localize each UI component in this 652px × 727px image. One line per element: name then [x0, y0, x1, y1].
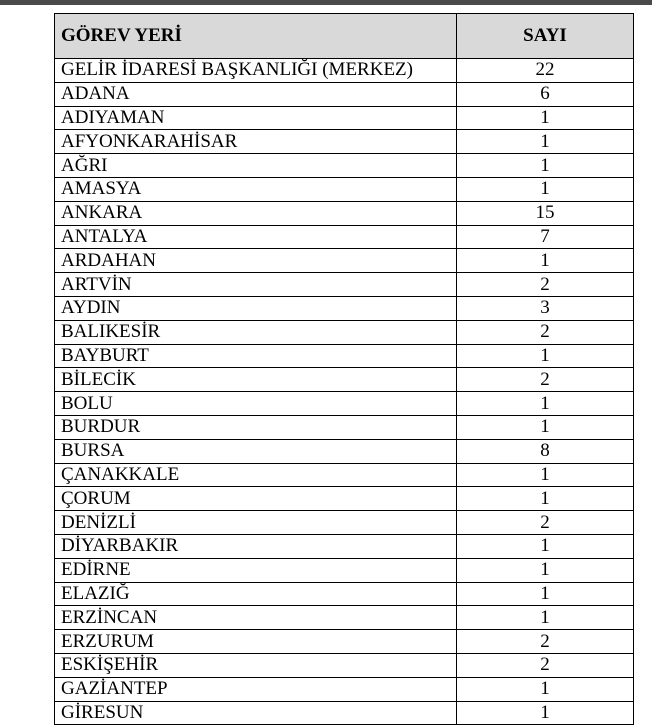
header-location: GÖREV YERİ	[55, 14, 457, 59]
table-row	[55, 677, 634, 701]
count-cell: 22	[457, 59, 634, 83]
count-cell: 1	[457, 415, 634, 439]
location-cell: GİRESUN	[55, 701, 457, 725]
count-cell: 1	[457, 392, 634, 416]
count-cell: 1	[457, 177, 634, 201]
location-cell: AYDIN	[55, 296, 457, 320]
table-row	[55, 154, 634, 178]
location-cell: DİYARBAKIR	[55, 534, 457, 558]
table-row	[55, 487, 634, 511]
table-row	[55, 130, 634, 154]
table-row	[55, 463, 634, 487]
table-row	[55, 59, 634, 83]
location-cell: ERZİNCAN	[55, 606, 457, 630]
count-cell: 2	[457, 368, 634, 392]
location-cell: ARTVİN	[55, 273, 457, 297]
location-cell: BURDUR	[55, 415, 457, 439]
table-row	[55, 273, 634, 297]
table-row	[55, 630, 634, 654]
table-row	[55, 701, 634, 725]
location-cell: EDİRNE	[55, 558, 457, 582]
personnel-table	[54, 13, 634, 725]
count-cell: 8	[457, 439, 634, 463]
table-row	[55, 106, 634, 130]
count-cell: 1	[457, 534, 634, 558]
table-row	[55, 249, 634, 273]
table-header-row	[55, 14, 634, 59]
location-cell: BAYBURT	[55, 344, 457, 368]
table-row	[55, 225, 634, 249]
location-cell: ESKİŞEHİR	[55, 653, 457, 677]
count-cell: 3	[457, 296, 634, 320]
location-cell: ANTALYA	[55, 225, 457, 249]
count-cell: 6	[457, 82, 634, 106]
location-cell: BOLU	[55, 392, 457, 416]
count-cell: 15	[457, 201, 634, 225]
table-body	[55, 59, 634, 725]
table-row	[55, 606, 634, 630]
location-cell: ERZURUM	[55, 630, 457, 654]
location-cell: ÇORUM	[55, 487, 457, 511]
table-row	[55, 296, 634, 320]
table-row	[55, 177, 634, 201]
table-row	[55, 392, 634, 416]
count-cell: 1	[457, 582, 634, 606]
count-cell: 7	[457, 225, 634, 249]
count-cell: 1	[457, 154, 634, 178]
location-cell: AĞRI	[55, 154, 457, 178]
location-cell: AFYONKARAHİSAR	[55, 130, 457, 154]
table-row	[55, 439, 634, 463]
location-cell: ADANA	[55, 82, 457, 106]
count-cell: 1	[457, 106, 634, 130]
location-cell: AMASYA	[55, 177, 457, 201]
count-cell: 1	[457, 558, 634, 582]
location-cell: GELİR İDARESİ BAŞKANLIĞI (MERKEZ)	[55, 59, 457, 83]
location-cell: BALIKESİR	[55, 320, 457, 344]
location-cell: ÇANAKKALE	[55, 463, 457, 487]
count-cell: 2	[457, 273, 634, 297]
table-row	[55, 201, 634, 225]
count-cell: 1	[457, 344, 634, 368]
count-cell: 2	[457, 511, 634, 535]
table-row	[55, 344, 634, 368]
table-row	[55, 534, 634, 558]
location-cell: ANKARA	[55, 201, 457, 225]
count-cell: 1	[457, 701, 634, 725]
location-cell: ELAZIĞ	[55, 582, 457, 606]
count-cell: 1	[457, 249, 634, 273]
table-row	[55, 582, 634, 606]
count-cell: 2	[457, 653, 634, 677]
table-row	[55, 511, 634, 535]
location-cell: DENİZLİ	[55, 511, 457, 535]
count-cell: 1	[457, 463, 634, 487]
location-cell: BURSA	[55, 439, 457, 463]
location-cell: BİLECİK	[55, 368, 457, 392]
table-row	[55, 653, 634, 677]
location-cell: ADIYAMAN	[55, 106, 457, 130]
count-cell: 2	[457, 320, 634, 344]
location-cell: GAZİANTEP	[55, 677, 457, 701]
table-row	[55, 82, 634, 106]
table-row	[55, 368, 634, 392]
table-row	[55, 558, 634, 582]
location-cell: ARDAHAN	[55, 249, 457, 273]
header-count: SAYI	[457, 14, 634, 59]
count-cell: 1	[457, 130, 634, 154]
table-row	[55, 415, 634, 439]
count-cell: 1	[457, 487, 634, 511]
count-cell: 1	[457, 606, 634, 630]
table-row	[55, 320, 634, 344]
count-cell: 1	[457, 677, 634, 701]
count-cell: 2	[457, 630, 634, 654]
viewer-top-bar	[0, 0, 652, 5]
